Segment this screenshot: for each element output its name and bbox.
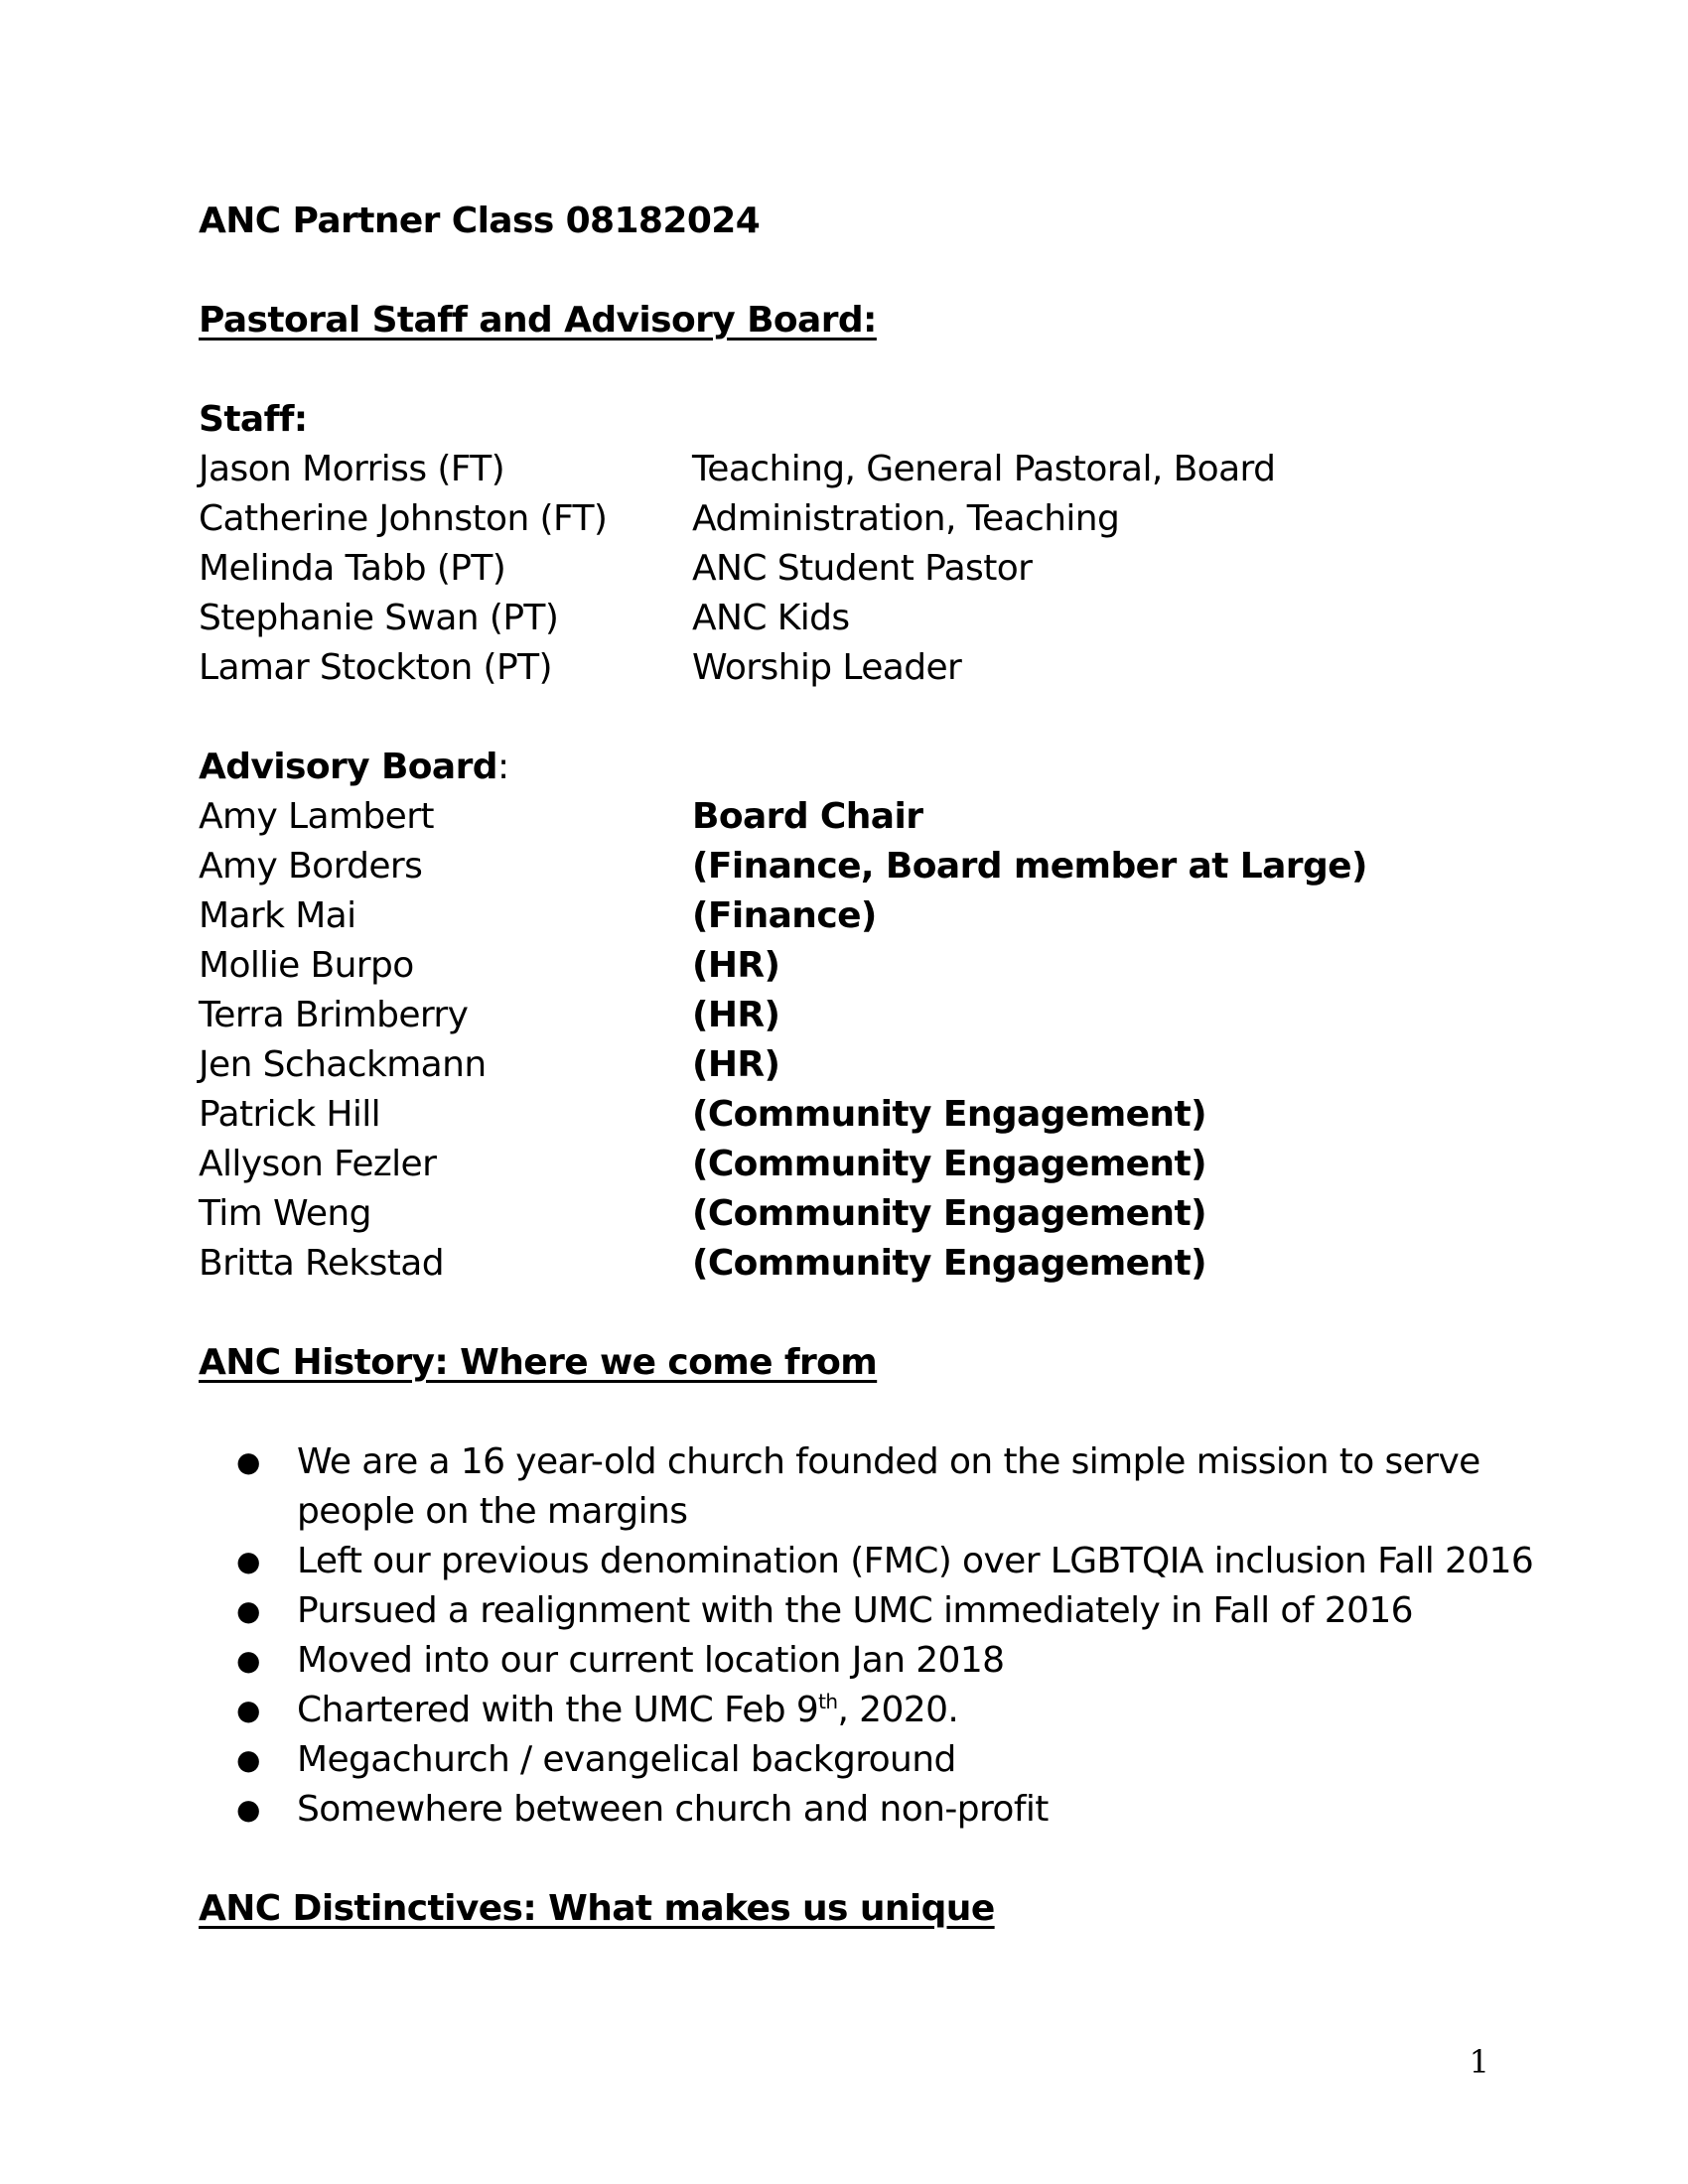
board-member-role: (Community Engagement) — [692, 1094, 1206, 1135]
list-item-text: Somewhere between church and non-profit — [297, 1789, 1049, 1830]
list-item — [199, 1586, 1489, 1636]
staff-list — [199, 445, 1489, 693]
section-heading-distinctives: ANC Distinctives: What makes us unique — [199, 1888, 995, 1929]
board-member-role: (Community Engagement) — [692, 1144, 1206, 1184]
list-item — [199, 1735, 1489, 1785]
board-row — [199, 1090, 1489, 1140]
board-row — [199, 1140, 1489, 1189]
list-item — [199, 1537, 1534, 1586]
bullet-icon: ● — [236, 1743, 260, 1776]
document-title: ANC Partner Class 08182024 — [199, 201, 761, 241]
section-heading-history: ANC History: Where we come from — [199, 1342, 878, 1383]
list-item-text: Megachurch / evangelical background — [297, 1739, 956, 1780]
advisory-board-heading-text: Advisory Board — [199, 747, 497, 787]
list-item-text: Chartered with the UMC Feb 9 — [297, 1690, 819, 1730]
list-item — [199, 1437, 1489, 1537]
bullet-icon: ● — [236, 1793, 260, 1826]
board-member-name: Mollie Burpo — [199, 945, 414, 986]
board-row — [199, 792, 1489, 842]
board-member-name: Mark Mai — [199, 895, 356, 936]
board-member-role: Board Chair — [692, 796, 923, 837]
list-item — [199, 1686, 1489, 1735]
staff-name: Jason Morriss (FT) — [199, 449, 505, 489]
staff-role: ANC Student Pastor — [692, 548, 1033, 589]
board-member-name: Terra Brimberry — [199, 995, 469, 1035]
list-item — [199, 1636, 1489, 1686]
list-item-text: Pursued a realignment with the UMC immediately in Fall of 2016 — [297, 1590, 1413, 1631]
board-member-role: (HR) — [692, 1044, 780, 1085]
staff-name: Catherine Johnston (FT) — [199, 498, 608, 539]
board-member-name: Amy Lambert — [199, 796, 434, 837]
staff-name: Lamar Stockton (PT) — [199, 647, 552, 688]
bullet-icon: ● — [236, 1594, 260, 1627]
board-member-name: Jen Schackmann — [199, 1044, 487, 1085]
bullet-icon: ● — [236, 1445, 260, 1478]
staff-row — [199, 494, 1489, 544]
staff-role: Administration, Teaching — [692, 498, 1120, 539]
board-member-name: Britta Rekstad — [199, 1243, 445, 1284]
board-row — [199, 991, 1489, 1040]
board-member-role: (Finance, Board member at Large) — [692, 846, 1367, 887]
history-bullet-list — [199, 1437, 1534, 1835]
list-item-text: Left our previous denomination (FMC) over LGBTQIA inclusion Fall 2016 — [297, 1541, 1534, 1581]
board-member-name: Tim Weng — [199, 1193, 371, 1234]
board-member-role: (Community Engagement) — [692, 1243, 1206, 1284]
staff-role: Teaching, General Pastoral, Board — [692, 449, 1276, 489]
staff-row — [199, 643, 1489, 693]
staff-name: Melinda Tabb (PT) — [199, 548, 506, 589]
staff-name: Stephanie Swan (PT) — [199, 598, 559, 638]
bullet-icon: ● — [236, 1694, 260, 1726]
advisory-board-heading-colon: : — [496, 747, 509, 787]
list-item-text: Moved into our current location Jan 2018 — [297, 1640, 1005, 1681]
list-item-text-end: , 2020. — [837, 1690, 959, 1730]
bullet-icon: ● — [236, 1545, 260, 1577]
document-page — [199, 197, 1534, 1934]
section-heading-pastoral-staff: Pastoral Staff and Advisory Board: — [199, 300, 877, 341]
list-item-text-continued: people on the margins — [297, 1491, 688, 1532]
staff-role: Worship Leader — [692, 647, 962, 688]
list-item — [199, 1785, 1489, 1835]
board-member-role: (HR) — [692, 945, 780, 986]
board-member-role: (Community Engagement) — [692, 1193, 1206, 1234]
board-row — [199, 1040, 1489, 1090]
board-member-role: (Finance) — [692, 895, 877, 936]
bullet-icon: ● — [236, 1644, 260, 1677]
advisory-board-heading — [199, 743, 1489, 792]
board-row — [199, 891, 1489, 941]
board-row — [199, 842, 1489, 891]
staff-row — [199, 445, 1489, 494]
list-item-text: We are a 16 year-old church founded on the simple mission to serve — [297, 1441, 1480, 1482]
board-row — [199, 1189, 1489, 1239]
board-member-name: Allyson Fezler — [199, 1144, 437, 1184]
staff-row — [199, 594, 1489, 643]
board-row — [199, 941, 1489, 991]
advisory-board-list — [199, 792, 1489, 1289]
board-member-name: Amy Borders — [199, 846, 423, 887]
board-member-name: Patrick Hill — [199, 1094, 381, 1135]
page-number: 1 — [1469, 2043, 1489, 2081]
board-row — [199, 1239, 1489, 1289]
board-member-role: (HR) — [692, 995, 780, 1035]
staff-heading: Staff: — [199, 399, 308, 440]
ordinal-suffix: th — [818, 1690, 838, 1713]
staff-row — [199, 544, 1489, 594]
staff-role: ANC Kids — [692, 598, 850, 638]
